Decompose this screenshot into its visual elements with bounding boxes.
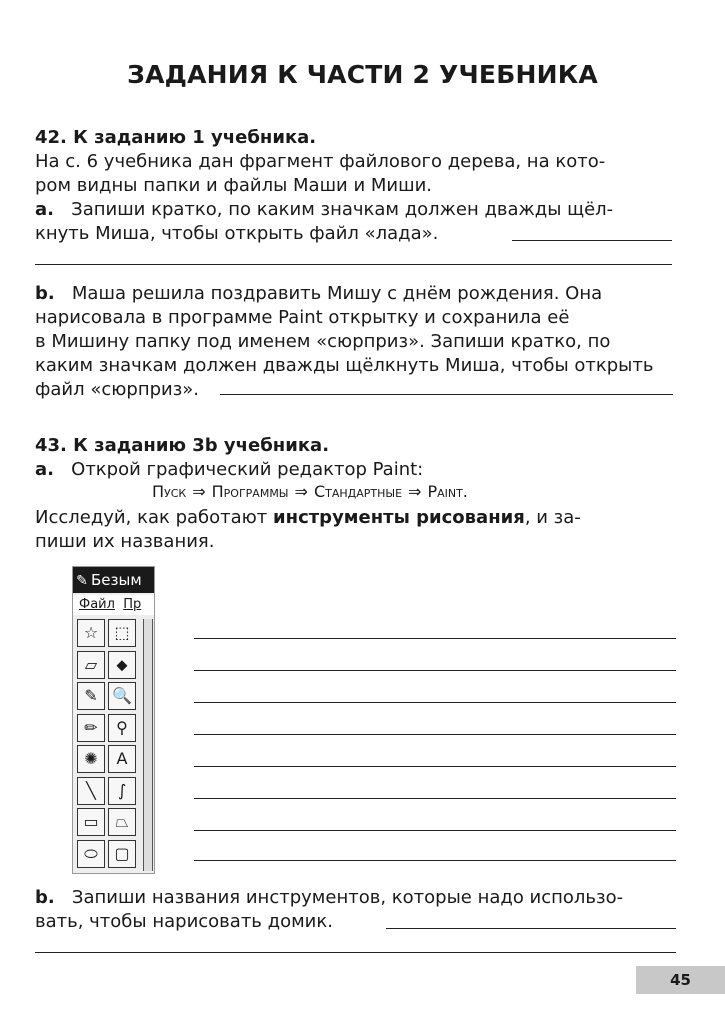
path-start: Пуск	[152, 482, 187, 501]
task43-b-line1: Запиши названия инструментов, которые надо использо-	[71, 887, 624, 908]
tool-rect-select-icon[interactable]: ⬚	[108, 619, 136, 647]
paint-toolbox-screenshot	[72, 566, 155, 874]
task43-a-label: а.	[35, 459, 54, 480]
explore-bold: инструменты рисования	[273, 507, 525, 528]
task43-b	[35, 886, 675, 910]
task42-a-line2: кнуть Миша, чтобы открыть файл «лада».	[35, 223, 439, 244]
scrollbar[interactable]	[143, 619, 153, 871]
task42-b-label: b.	[35, 283, 55, 304]
tool-text-icon[interactable]: A	[108, 745, 136, 773]
task42-a-line1: Запиши кратко, по каким значкам должен дважды щёл-	[71, 199, 614, 220]
answer-line[interactable]	[35, 264, 672, 265]
task42-b-line5: файл «сюрприз».	[35, 379, 200, 400]
answer-line[interactable]	[194, 766, 676, 767]
task43-heading: 43. К заданию 3b учебника.	[35, 435, 330, 456]
task42-a	[35, 198, 675, 222]
page-title: ЗАДАНИЯ К ЧАСТИ 2 УЧЕБНИКА	[127, 60, 598, 89]
tool-picker-icon[interactable]: ✎	[77, 682, 105, 710]
arrow-icon: ⇒	[192, 482, 206, 501]
task42-b-line4: каким значкам должен дважды щёлкнуть Миша, чтобы открыть	[35, 355, 654, 376]
task42-intro-line1: На с. 6 учебника дан фрагмент файлового дерева, на кото-	[35, 151, 606, 172]
paint-title-text: Безым	[91, 571, 142, 589]
task42-b-line1: Маша решила поздравить Мишу с днём рождения. Она	[71, 283, 603, 304]
answer-line[interactable]	[194, 702, 676, 703]
menu-path	[152, 482, 468, 501]
tool-polygon-icon[interactable]: ⏢	[108, 808, 136, 836]
answer-line[interactable]	[194, 734, 676, 735]
answer-line[interactable]	[512, 240, 672, 241]
menu-next[interactable]: Пр	[123, 597, 142, 612]
answer-line[interactable]	[220, 394, 673, 395]
tool-free-select-icon[interactable]: ☆	[77, 619, 105, 647]
task42-intro-line2: ром видны папки и файлы Маши и Миши.	[35, 175, 433, 196]
tool-pencil-icon[interactable]: ✏	[77, 714, 105, 742]
tool-rounded-rect-icon[interactable]: ▢	[108, 840, 136, 868]
tool-fill-icon[interactable]: ⬥	[108, 651, 136, 679]
explore-text: Исследуй, как работают	[35, 507, 274, 528]
answer-line[interactable]	[194, 860, 676, 861]
tool-brush-icon[interactable]: ⚲	[108, 714, 136, 742]
paint-menubar	[73, 595, 154, 615]
paint-app-icon: ✎	[76, 573, 88, 589]
task42-b	[35, 282, 675, 306]
task43-explore-line2: пиши их названия.	[35, 531, 215, 552]
task43-b-line2: вать, чтобы нарисовать домик.	[35, 911, 333, 932]
answer-line[interactable]	[35, 952, 676, 953]
answer-line[interactable]	[194, 670, 676, 671]
answer-line[interactable]	[194, 830, 676, 831]
task43-a-text: Открой графический редактор Paint:	[71, 459, 424, 480]
path-paint: Paint.	[427, 482, 468, 501]
tool-airbrush-icon[interactable]: ✺	[77, 745, 105, 773]
tool-rectangle-icon[interactable]: ▭	[77, 808, 105, 836]
answer-line[interactable]	[386, 928, 676, 929]
task43-explore-line1	[35, 506, 675, 530]
menu-file[interactable]: Файл	[79, 597, 115, 612]
task42-b-line2: нарисовала в программе Paint открытку и сохранила её	[35, 307, 570, 328]
task42-heading: 42. К заданию 1 учебника.	[35, 127, 317, 148]
answer-line[interactable]	[194, 638, 676, 639]
tool-curve-icon[interactable]: ∫	[108, 777, 136, 805]
path-programs: Программы	[211, 482, 289, 501]
paint-titlebar	[73, 567, 154, 593]
answer-line[interactable]	[194, 798, 676, 799]
tool-line-icon[interactable]: ╲	[77, 777, 105, 805]
task42-b-line3: в Мишину папку под именем «сюрприз». Запиши кратко, по	[35, 331, 611, 352]
path-standard: Стандартные	[313, 482, 403, 501]
arrow-icon: ⇒	[294, 482, 308, 501]
explore-post: , и за-	[524, 507, 581, 528]
tool-ellipse-icon[interactable]: ⬭	[77, 840, 105, 868]
task43-b-label: b.	[35, 887, 55, 908]
task43-a	[35, 458, 675, 482]
tool-magnifier-icon[interactable]: 🔍	[108, 682, 136, 710]
task42-a-label: а.	[35, 199, 54, 220]
arrow-icon: ⇒	[408, 482, 422, 501]
tool-eraser-icon[interactable]: ▱	[77, 651, 105, 679]
page-number: 45	[636, 966, 725, 994]
